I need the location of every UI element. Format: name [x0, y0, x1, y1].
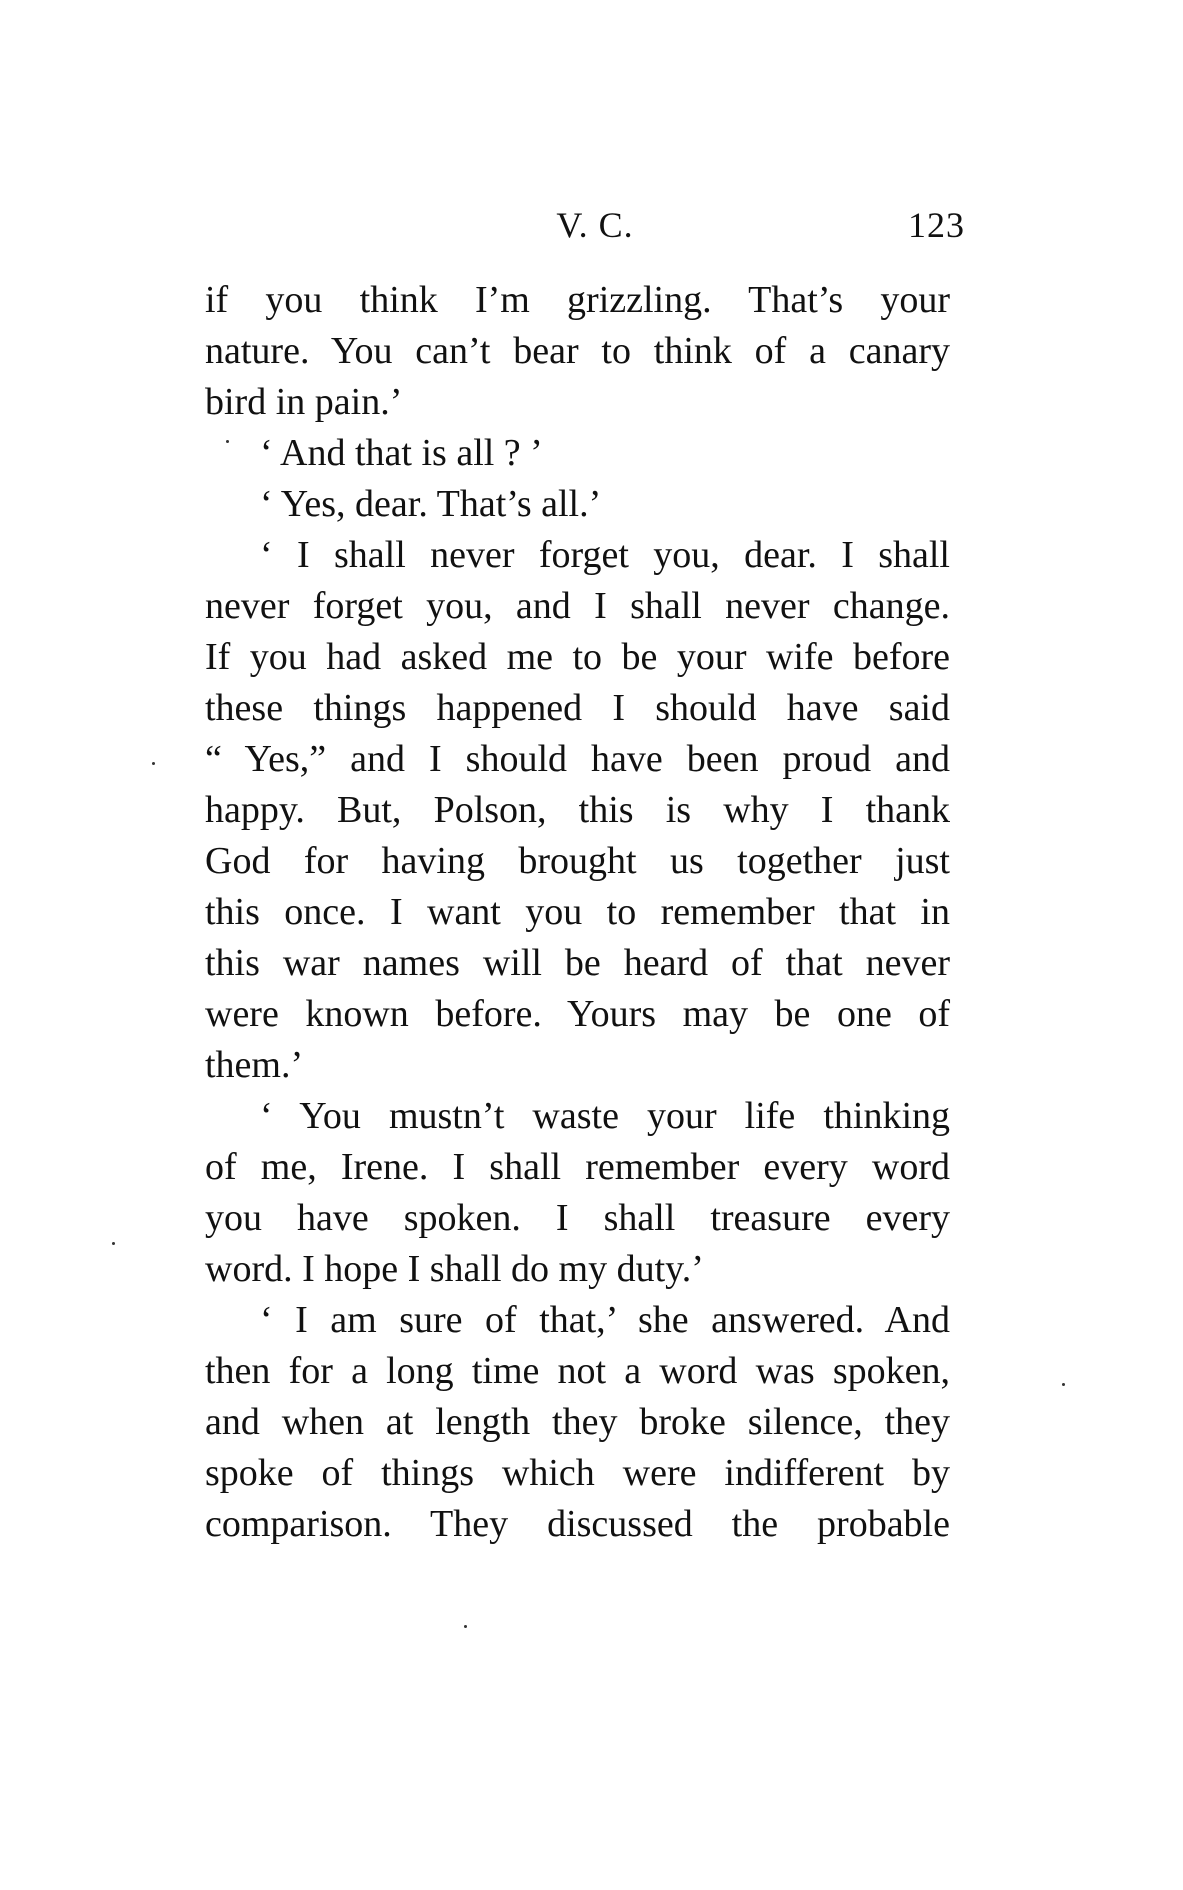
- text-line: these things happened I should have said: [205, 687, 950, 729]
- text-line: If you had asked me to be your wife before: [205, 636, 950, 678]
- text-line: ‘ I shall never forget you, dear. I shall: [260, 534, 950, 576]
- text-line: you have spoken. I shall treasure every: [205, 1197, 950, 1239]
- text-line: word. I hope I shall do my duty.’: [205, 1248, 704, 1290]
- text-line: happy. But, Polson, this is why I thank: [205, 789, 950, 831]
- text-line: God for having brought us together just: [205, 840, 950, 882]
- page-header: [205, 200, 965, 260]
- scan-speck: [226, 440, 229, 443]
- text-line: “ Yes,” and I should have been proud and: [205, 738, 950, 780]
- text-line: never forget you, and I shall never change.: [205, 585, 950, 627]
- text-line: then for a long time not a word was spoken,: [205, 1350, 950, 1392]
- text-line: of me, Irene. I shall remember every word: [205, 1146, 950, 1188]
- text-line: were known before. Yours may be one of: [205, 993, 950, 1035]
- text-line: ‘ I am sure of that,’ she answered. And: [260, 1299, 950, 1341]
- scan-speck: [464, 1625, 467, 1628]
- text-line: and when at length they broke silence, they: [205, 1401, 950, 1443]
- text-line: ‘ And that is all ? ’: [260, 432, 543, 474]
- text-line: this once. I want you to remember that in: [205, 891, 950, 933]
- text-line: ‘ Yes, dear. That’s all.’: [260, 483, 602, 525]
- scan-speck: [112, 1242, 115, 1245]
- text-line: ‘ You mustn’t waste your life thinking: [260, 1095, 950, 1137]
- scan-speck: [1062, 1383, 1065, 1386]
- text-line: if you think I’m grizzling. That’s your: [205, 279, 950, 321]
- text-line: spoke of things which were indifferent by: [205, 1452, 950, 1494]
- body-text: [205, 275, 950, 1550]
- page-number: 123: [908, 205, 965, 245]
- text-line: them.’: [205, 1044, 304, 1086]
- running-title: V. C.: [556, 205, 634, 245]
- text-line: bird in pain.’: [205, 381, 403, 423]
- text-line: comparison. They discussed the probable: [205, 1503, 950, 1545]
- text-line: this war names will be heard of that never: [205, 942, 950, 984]
- text-line: nature. You can’t bear to think of a canary: [205, 330, 950, 372]
- scan-speck: [152, 762, 155, 765]
